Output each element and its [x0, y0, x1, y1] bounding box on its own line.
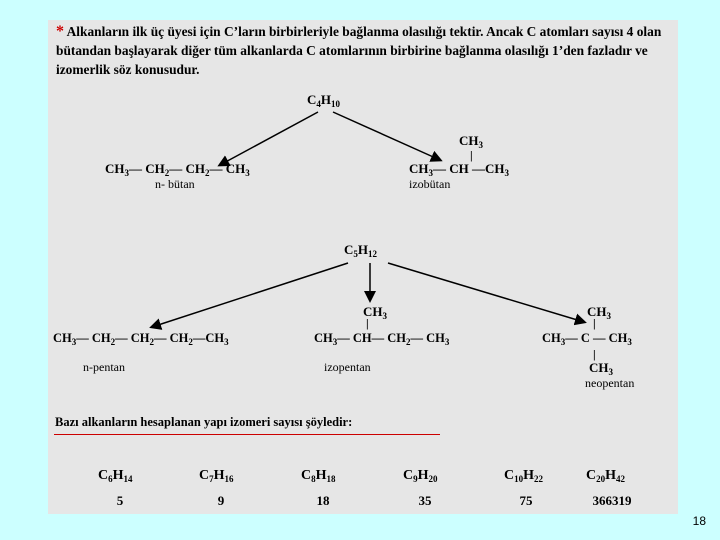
isobutane-bond: | [470, 148, 473, 162]
arrow-to-neopentane [388, 263, 584, 322]
pentane-formula: $C_5H_{12}$ [344, 242, 378, 259]
arrow-to-n-butane [220, 112, 318, 165]
isomer-count: 366319 [592, 493, 632, 508]
neopentane-name: neopentan [585, 376, 635, 390]
isobutane-name: izobütan [409, 177, 451, 191]
isomer-formula: $C_{10}H_{22}$ [504, 468, 544, 484]
isopentane-bond: | [366, 316, 369, 330]
isomer-formula: $C_{20}H_{42}$ [586, 468, 626, 484]
n-pentane-name: n-pentan [83, 360, 125, 374]
isomer-count: 9 [217, 493, 225, 508]
neopentane-bond-top: | [593, 316, 596, 330]
isomer-formula: $C_6H_{14}$ [98, 468, 133, 484]
isomer-formula: $C_7H_{16}$ [199, 468, 234, 484]
isopentane-name: izopentan [324, 360, 371, 374]
arrow-to-n-pentane [152, 263, 348, 327]
isobutane-structure: $CH_3—$ CH $—CH_3$ [409, 161, 509, 178]
isopentane-structure: $CH_3—$ CH— $CH_2—$ $CH_3$ [314, 331, 450, 347]
isomer-formula: $C_9H_{20}$ [403, 468, 438, 484]
n-pentane-structure: $CH_3—$ $CH_2—$ $CH_2—$ $CH_2—CH_3$ [53, 331, 229, 347]
neopentane-bond-bottom: | [593, 347, 596, 361]
reaction-arrows [48, 20, 678, 514]
title-underline [54, 434, 440, 435]
n-butane-name: n- bütan [155, 177, 195, 191]
bullet-star: * [56, 23, 64, 40]
isomer-count: 75 [519, 493, 533, 508]
isopentane-top-methyl: $CH_3$ [363, 304, 387, 321]
isomer-formula: $C_8H_{18}$ [301, 468, 336, 484]
slide-content [48, 20, 678, 514]
isomer-count: 5 [116, 493, 124, 508]
isomer-count: 18 [316, 493, 330, 508]
intro-text: Alkanların ilk üç üyesi için C’ların birbirleriyle bağlanma olasılığı tektir. Ancak C atomları sayısı 4 olan bütandan başlayarak diğer tüm alkanlarda C atomlarının birbirine bağlanma olasılığı 1’den fazladır ve izomerlik söz konusudur. [56, 24, 662, 77]
neopentane-structure: $CH_3—$ C — $CH_3$ [542, 331, 632, 347]
neopentane-bottom-methyl: $CH_3$ [589, 360, 613, 377]
page-number: 18 [692, 514, 706, 528]
isobutane-top-methyl: $CH_3$ [459, 133, 483, 150]
butane-formula: $C_4H_{10}$ [307, 92, 341, 109]
arrow-to-isobutane [333, 112, 440, 160]
n-butane-structure: $CH_3—$ $CH_2—$ $CH_2—$ $CH_3$ [105, 161, 250, 178]
isomer-count: 35 [418, 493, 432, 508]
isomer-table-title: Bazı alkanların hesaplanan yapı izomeri sayısı şöyledir: [55, 415, 353, 429]
neopentane-top-methyl: $CH_3$ [587, 304, 611, 321]
